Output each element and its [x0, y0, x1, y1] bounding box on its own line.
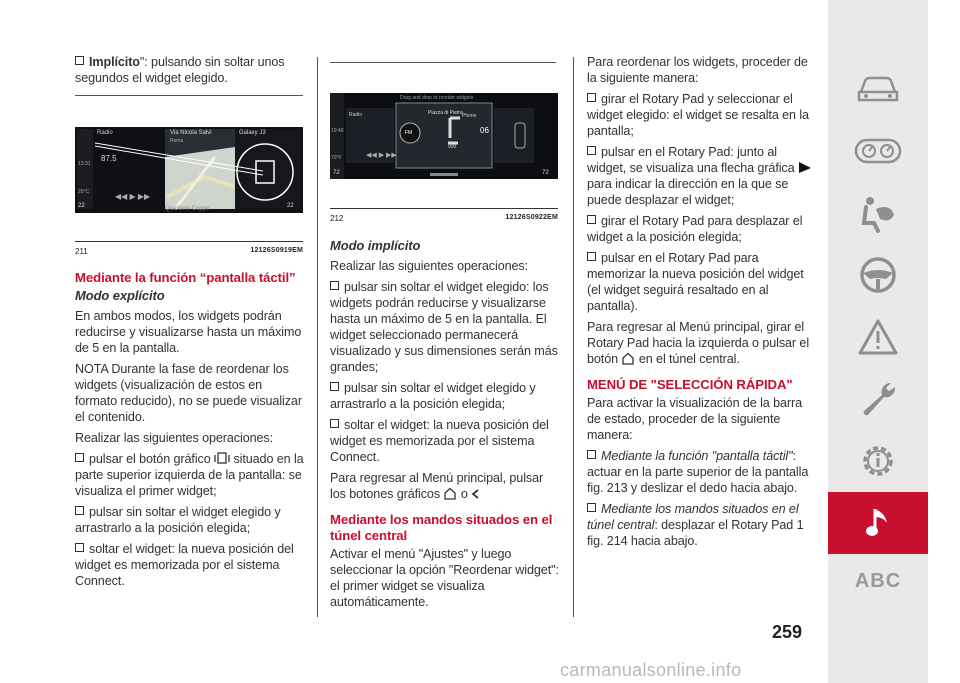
section-heading-quick-menu: MENÚ DE "SELECCIÓN RÁPIDA"	[587, 377, 793, 392]
bullet-item: pulsar en el Rotary Pad para memorizar la nueva posición del widget (el widget seguirá resaltado en al pantalla).	[587, 251, 804, 313]
fig-label-galaxy: Galaxy J3	[239, 130, 266, 136]
paragraph: Para activar la visualización de la barra de estado, proceder de la siguiente manera:	[587, 396, 802, 442]
fig-label-900: 900	[448, 144, 457, 150]
fig-label-radio: Radio	[97, 130, 113, 136]
reorder-widgets-image	[330, 93, 558, 179]
bullet-implicito: Implícito": pulsando sin soltar unos segundos el widget elegido.	[75, 55, 285, 85]
column-1	[75, 54, 306, 91]
section-heading-tunnel: Mediante los mandos situados en el túnel central	[330, 512, 553, 543]
section-heading-touchscreen: Mediante la función “pantalla táctil”	[75, 270, 296, 285]
chapter-sidebar	[828, 0, 928, 683]
music-note-icon	[863, 505, 893, 541]
checkbox-bullet-icon	[587, 450, 596, 459]
fig-label-roma: Roma	[170, 138, 184, 144]
bullet-item: soltar el widget: la nueva posición del widget es memorizada por el sistema Connect.	[75, 542, 294, 588]
fig-label-temp: 20°C	[78, 189, 90, 195]
paragraph: Realizar las siguientes operaciones:	[330, 259, 529, 273]
chapter-tab-maintenance[interactable]	[828, 368, 928, 430]
chapter-tab-multimedia[interactable]	[828, 492, 928, 554]
checkbox-bullet-icon	[587, 146, 596, 155]
fig-label-left: 72	[333, 170, 340, 176]
fig-label-piazza: Piazza di Pietra	[428, 110, 463, 116]
fig-label-fm: FM	[405, 130, 413, 136]
paragraph: Para regresar al Menú principal, pulsar los botones gráficos o	[330, 471, 544, 501]
gear-info-icon	[858, 441, 898, 481]
bullet-item: pulsar sin soltar el widget elegido y arrastrarlo a la posición elegida;	[330, 381, 536, 411]
paragraph: En ambos modos, los widgets podrán reducirse y visualizarse hasta un máximo de 5 en la pantalla.	[75, 309, 302, 355]
checkbox-bullet-icon	[587, 252, 596, 261]
checkbox-bullet-icon	[75, 453, 84, 462]
bullet-item: soltar el widget: la nueva posición del widget es memorizada por el sistema Connect.	[330, 418, 549, 464]
page-number: 259	[772, 622, 803, 642]
wrench-icon	[858, 379, 898, 419]
svg-text:◀◀ ▶ ▶▶: ◀◀ ▶ ▶▶	[115, 192, 151, 201]
figure-212-screenshot	[330, 93, 558, 179]
home-icon	[621, 352, 635, 365]
divider	[330, 62, 556, 63]
radio-widget-image	[75, 127, 303, 213]
paragraph: Para reordenar los widgets, proceder de la siguiente manera:	[587, 55, 808, 85]
column-divider	[573, 57, 574, 617]
chapter-tab-technical-data[interactable]	[828, 430, 928, 492]
bullet-item: Mediante los mandos situados en el túnel central: desplazar el Rotary Pad 1 fig. 214 hacia abajo.	[587, 502, 804, 548]
instrument-cluster-icon	[853, 136, 903, 166]
chapter-tab-emergency[interactable]	[828, 306, 928, 368]
fig-label-temp: 70°F	[331, 155, 342, 161]
checkbox-bullet-icon	[330, 281, 339, 290]
svg-text:Quartiere Coppe: Quartiere Coppe	[165, 206, 210, 212]
fig-label-time: 13:31	[78, 161, 91, 167]
bullet-item: girar el Rotary Pad y seleccionar el widget elegido: el widget se resalta en la pantalla;	[587, 92, 809, 138]
bullet-item: girar el Rotary Pad para desplazar el widget a la posición elegida;	[587, 214, 803, 244]
checkbox-bullet-icon	[587, 503, 596, 512]
paragraph: Realizar las siguientes operaciones:	[75, 431, 274, 445]
paragraph: Para regresar al Menú principal, girar el Rotary Pad hacia la izquierda o pulsar el botón en el túnel central.	[587, 320, 810, 366]
fig-label-via: Via Nicola Salvi	[170, 130, 212, 136]
steering-wheel-icon	[858, 255, 898, 295]
chapter-tab-car[interactable]	[828, 58, 928, 120]
caption-rule	[330, 208, 558, 209]
fig-label-right: 22	[287, 203, 294, 209]
column-2-body	[330, 238, 559, 615]
fig-label-right: 72	[542, 170, 549, 176]
column-3	[587, 54, 815, 554]
svg-text:◀◀ ▶ ▶▶: ◀◀ ▶ ▶▶	[366, 152, 397, 159]
warning-triangle-icon	[857, 318, 899, 356]
direction-arrow-icon	[798, 161, 812, 174]
bullet-item: pulsar sin soltar el widget elegido: los widgets podrán reducirse y visualizarse hasta un máximo de 5 en la pantalla. El widget seleccionado permanecerá visualizado y sus dimensiones serán más grandes;	[330, 280, 558, 374]
checkbox-bullet-icon	[587, 93, 596, 102]
fig-label-freq: 87.5	[101, 154, 117, 163]
chapter-tab-dashboard[interactable]	[828, 120, 928, 182]
checkbox-bullet-icon	[587, 215, 596, 224]
caption-rule	[75, 241, 303, 242]
back-arrow-icon	[471, 488, 480, 500]
fig-label-radio: Radio	[349, 112, 363, 118]
watermark: carmanualsonline.info	[560, 660, 742, 680]
fig-label-left: 22	[78, 203, 85, 209]
airbag-seat-icon	[856, 193, 900, 233]
widget-button-icon	[214, 452, 230, 465]
fig-label-time: 10:40	[331, 128, 344, 134]
home-icon	[443, 487, 457, 500]
checkbox-bullet-icon	[330, 382, 339, 391]
subheading-implicit: Modo implícito	[330, 238, 421, 253]
checkbox-bullet-icon	[75, 543, 84, 552]
note-paragraph: NOTA Durante la fase de reordenar los widgets (visualización de estos en formato reducido), no se puede visualizar el contenido.	[75, 362, 302, 424]
subheading-explicit: Modo explícito	[75, 288, 165, 303]
fig-label-top: Drag and drop to reorder widgets	[400, 95, 474, 101]
checkbox-bullet-icon	[330, 419, 339, 428]
column-1-body	[75, 270, 306, 594]
abc-label: ABC	[854, 569, 902, 592]
chapter-tab-driving[interactable]	[828, 244, 928, 306]
checkbox-bullet-icon	[75, 56, 84, 65]
figure-211-screenshot	[75, 127, 303, 213]
figure-212-caption: 212 12126S0922EM	[330, 214, 558, 223]
bullet-item: pulsar sin soltar el widget elegido y arrastrarlo a la posición elegida;	[75, 505, 281, 535]
chapter-tab-safety[interactable]	[828, 182, 928, 244]
fig-label-06: 06	[480, 126, 489, 135]
fig-label-phone: Phone	[462, 113, 477, 119]
chapter-tab-index[interactable]	[828, 556, 928, 606]
bullet-item: Mediante la función "pantalla táctil": actuar en la parte superior de la pantalla fig. 213 y deslizar el dedo hacia abajo.	[587, 449, 809, 495]
paragraph: Activar el menú "Ajustes" y luego seleccionar la opción "Reordenar widget": el primer widget se visualiza automáticamente.	[330, 547, 559, 609]
car-icon	[855, 72, 901, 106]
column-divider	[317, 57, 318, 617]
checkbox-bullet-icon	[75, 506, 84, 515]
bullet-item: pulsar en el Rotary Pad: junto al widget, se visualiza una flecha gráfica para indicar la dirección en la que se puede desplazar el widget;	[587, 144, 815, 208]
bullet-item: pulsar el botón gráfico situado en la parte superior izquierda de la pantalla: se visualiza el primer widget;	[75, 452, 304, 498]
figure-211-caption: 211 12126S0919EM	[75, 247, 303, 256]
divider	[75, 95, 303, 96]
